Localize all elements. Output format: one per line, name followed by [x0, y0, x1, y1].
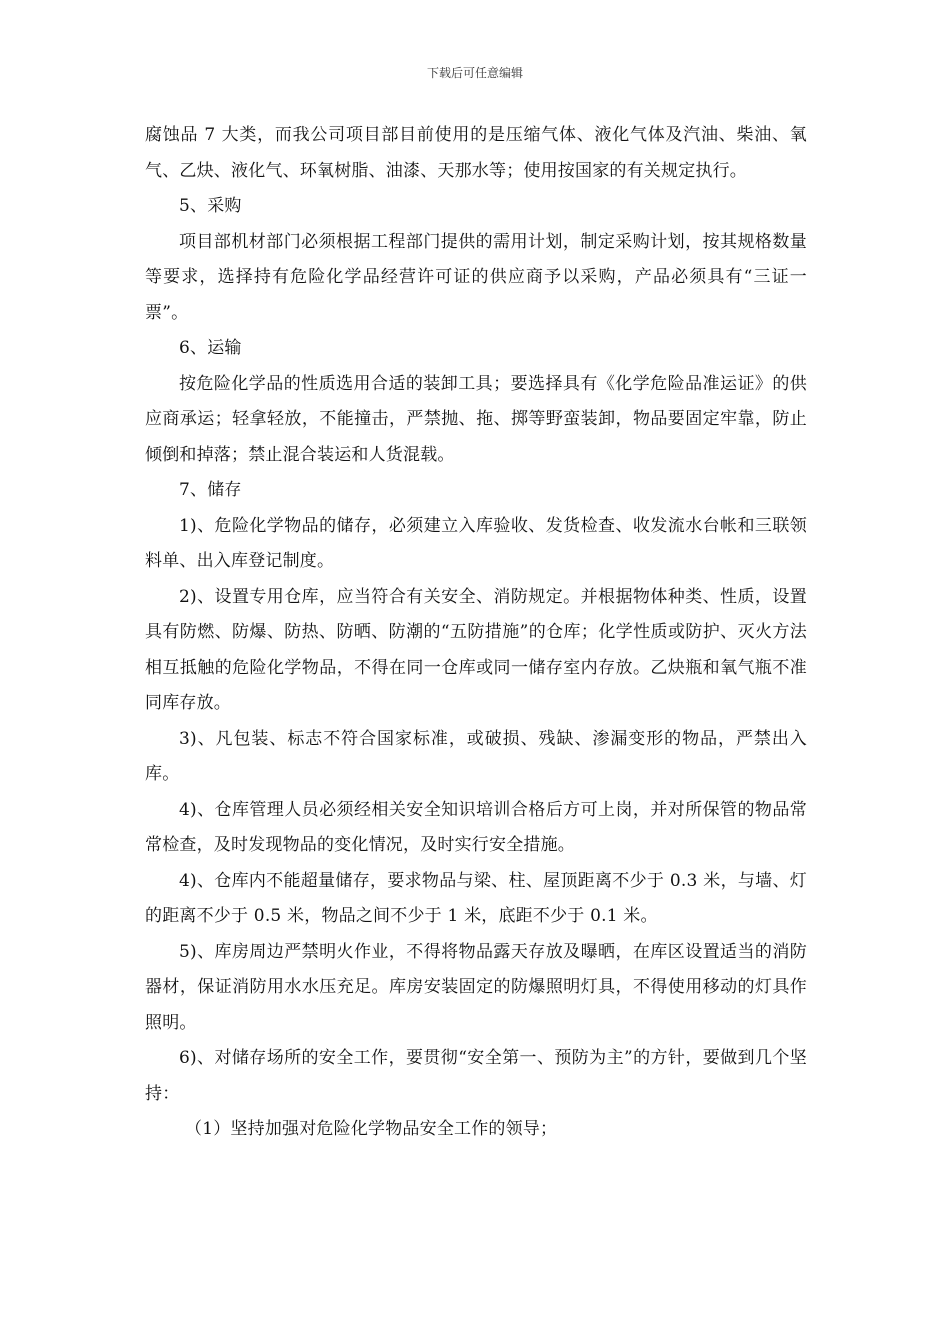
section-heading-transport: 6、运输: [179, 338, 242, 358]
paragraph-transport: 按危险化学品的性质选用合适的装卸工具；要选择具有《化学危险品准运证》的供应商承运；轻拿轻放，不能撞击，严禁抛、拖、掷等野蛮装卸，物品要固定牢靠，防止倾倒和掉落；禁止混合装运和人货混载。: [145, 373, 807, 465]
paragraph-storage-4a: 4)、仓库管理人员必须经相关安全知识培训合格后方可上岗，并对所保管的物品常常检查，及时发现物品的变化情况，及时实行安全措施。: [145, 799, 807, 855]
paragraph-storage-3: 3)、凡包装、标志不符合国家标准，或破损、残缺、渗漏变形的物品，严禁出入库。: [145, 728, 807, 784]
paragraph-corrosives: 腐蚀品 7 大类，而我公司项目部目前使用的是压缩气体、液化气体及汽油、柴油、氧气、乙炔、液化气、环氧树脂、油漆、天那水等；使用按国家的有关规定执行。: [145, 125, 807, 181]
paragraph-storage-2: 2)、设置专用仓库，应当符合有关安全、消防规定。并根据物体种类、性质，设置具有防燃、防爆、防热、防晒、防潮的“五防措施”的仓库；化学性质或防护、灭火方法相互抵触的危险化学物品，不得在同一仓库或同一储存室内存放。乙炔瓶和氧气瓶不准同库存放。: [145, 586, 807, 713]
paragraph-storage-1: 1)、危险化学物品的储存，必须建立入库验收、发货检查、收发流水台帐和三联领料单、出入库登记制度。: [145, 515, 807, 571]
section-heading-purchase: 5、采购: [179, 196, 242, 216]
document-body: [145, 118, 807, 1148]
paragraph-storage-5: 5)、库房周边严禁明火作业，不得将物品露天存放及曝晒，在库区设置适当的消防器材，保证消防用水水压充足。库房安装固定的防爆照明灯具，不得使用移动的灯具作照明。: [145, 941, 807, 1033]
list-item-persist-1: （1）坚持加强对危险化学物品安全工作的领导；: [185, 1119, 558, 1139]
paragraph-storage-6: 6)、对储存场所的安全工作，要贯彻“安全第一、预防为主”的方针，要做到几个坚持：: [145, 1048, 807, 1104]
paragraph-storage-4b: 4)、仓库内不能超量储存，要求物品与梁、柱、屋顶距离不少于 0.3 米，与墙、灯的距离不少于 0.5 米，物品之间不少于 1 米，底距不少于 0.1 米。: [145, 870, 807, 926]
section-heading-storage: 7、储存: [179, 480, 242, 500]
page-header: 下载后可任意编辑: [426, 66, 523, 80]
paragraph-purchase: 项目部机材部门必须根据工程部门提供的需用计划，制定采购计划，按其规格数量等要求，选择持有危险化学品经营许可证的供应商予以采购，产品必须具有“三证一票”。: [145, 231, 807, 323]
